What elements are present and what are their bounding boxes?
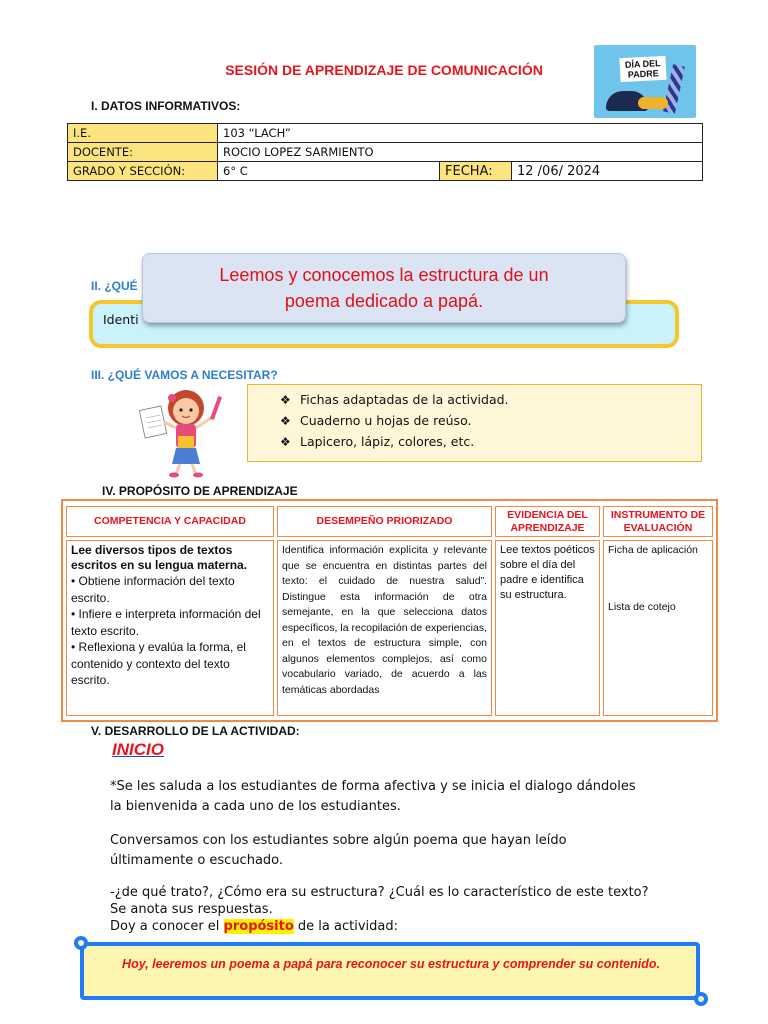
datos-table [67,123,703,181]
docente-label: DOCENTE: [68,143,218,162]
competencia-title: Lee diversos tipos de textos escritos en su lengua materna. [71,543,248,572]
fathers-day-badge-image [594,45,696,118]
section-datos-heading: I. DATOS INFORMATIVOS: [91,99,241,113]
list-item: ❖ Fichas adaptadas de la actividad. [280,389,701,410]
scroll-body [80,942,700,1000]
fecha-value: 12 /06/ 2024 [512,162,703,181]
capacidad-item: • Obtiene información del texto escrito. [71,574,235,605]
proposito-table [63,503,716,719]
section-proposito-heading: IV. PROPÓSITO DE APRENDIZAJE [102,484,298,498]
bowtie-icon [638,97,668,109]
table-row [68,162,703,181]
ie-value: 103 “LACH” [218,124,703,143]
docente-value: ROCIO LOPEZ SARMIENTO [218,143,703,162]
proposito-line: Doy a conocer el propósito de la actividad: [110,919,398,934]
grado-value: 6° C [218,162,440,181]
purpose-scroll-banner [74,936,708,1006]
table-row [66,540,713,716]
list-item: ❖ Lapicero, lápiz, colores, etc. [280,431,701,452]
col-header-instrumento: INSTRUMENTO DE EVALUACIÓN [603,506,713,537]
section-desarrollo-heading: V. DESARROLLO DE LA ACTIVIDAD: [91,724,300,738]
paragraph-saludo: *Se les saluda a los estudiantes de forma afectiva y se inicia el dialogo dándoles la bienvenida a cada uno de los estudiantes. [110,779,636,814]
instrumento-cell [603,540,713,716]
fecha-label: FECHA: [440,162,512,181]
grado-label: GRADO Y SECCIÓN: [68,162,218,181]
competencia-cell [66,540,274,716]
banner-line-1: Leemos y conocemos la estructura de un [219,265,549,285]
list-item: ❖ Cuaderno u hojas de reúso. [280,410,701,431]
col-header-desempeno: DESEMPEÑO PRIORIZADO [277,506,492,537]
table-row [68,143,703,162]
badge-text: DÍA DEL PADRE [619,56,666,82]
table-header-row [66,506,713,537]
girl-illustration [138,386,238,478]
capacidad-item: • Infiere e interpreta información del texto escrito. [71,607,261,638]
evidencia-cell: Lee textos poéticos sobre el día del padre e identifica su estructura. [495,540,600,716]
paragraph-preguntas: -¿de qué trato?, ¿Cómo era su estructura? ¿Cuál es lo característico de este texto? Se anota sus respuestas. Doy a conocer el propósito de la actividad: [110,885,649,934]
instrumento-lista: Lista de cotejo [608,601,676,613]
instrumento-ficha: Ficha de aplicación [608,544,698,556]
materials-box [247,384,702,462]
ie-label: I.E. [68,124,218,143]
diamond-bullet-icon: ❖ [280,393,291,407]
session-title-banner [142,253,626,323]
paragraph-conversamos: Conversamos con los estudiantes sobre algún poema que hayan leído últimamente o escuchado. [110,833,567,868]
table-row [68,124,703,143]
diamond-bullet-icon: ❖ [280,414,291,428]
materials-list [280,389,701,452]
section-que-heading: II. ¿QUÉ [91,279,138,293]
col-header-competencia: COMPETENCIA Y CAPACIDAD [66,506,274,537]
purpose-box-text: Identi [103,312,139,327]
inicio-heading: INICIO [112,740,164,759]
col-header-evidencia: EVIDENCIA DEL APRENDIZAJE [495,506,600,537]
scroll-curl-icon [74,936,88,950]
capacidad-item: • Reflexiona y evalúa la forma, el contenido y contexto del texto escrito. [71,640,246,687]
page-title: SESIÓN DE APRENDIZAJE DE COMUNICACIÓN [225,62,543,78]
desempeno-cell: Identifica información explícita y relevante que se encuentra en distintas partes del texto: el cuidado de nuestra salud”. Distingue esta información de otra semejante, en la que selecciona datos específicos, la recopilación de experiencias, en el textos de estructura simple, con algunos elementos complejos, así como vocabulario variado, de acuerdo a las temáticas abordadas [277,540,492,716]
diamond-bullet-icon: ❖ [280,435,291,449]
section-materiales-heading: III. ¿QUÉ VAMOS A NECESITAR? [91,368,278,382]
banner-line-2: poema dedicado a papá. [284,291,484,311]
proposito-highlight: propósito [223,919,294,934]
scroll-purpose-text: Hoy, leeremos un poema a papá para reconocer su estructura y comprender su contenido. [122,957,660,971]
scroll-curl-icon [694,992,708,1006]
